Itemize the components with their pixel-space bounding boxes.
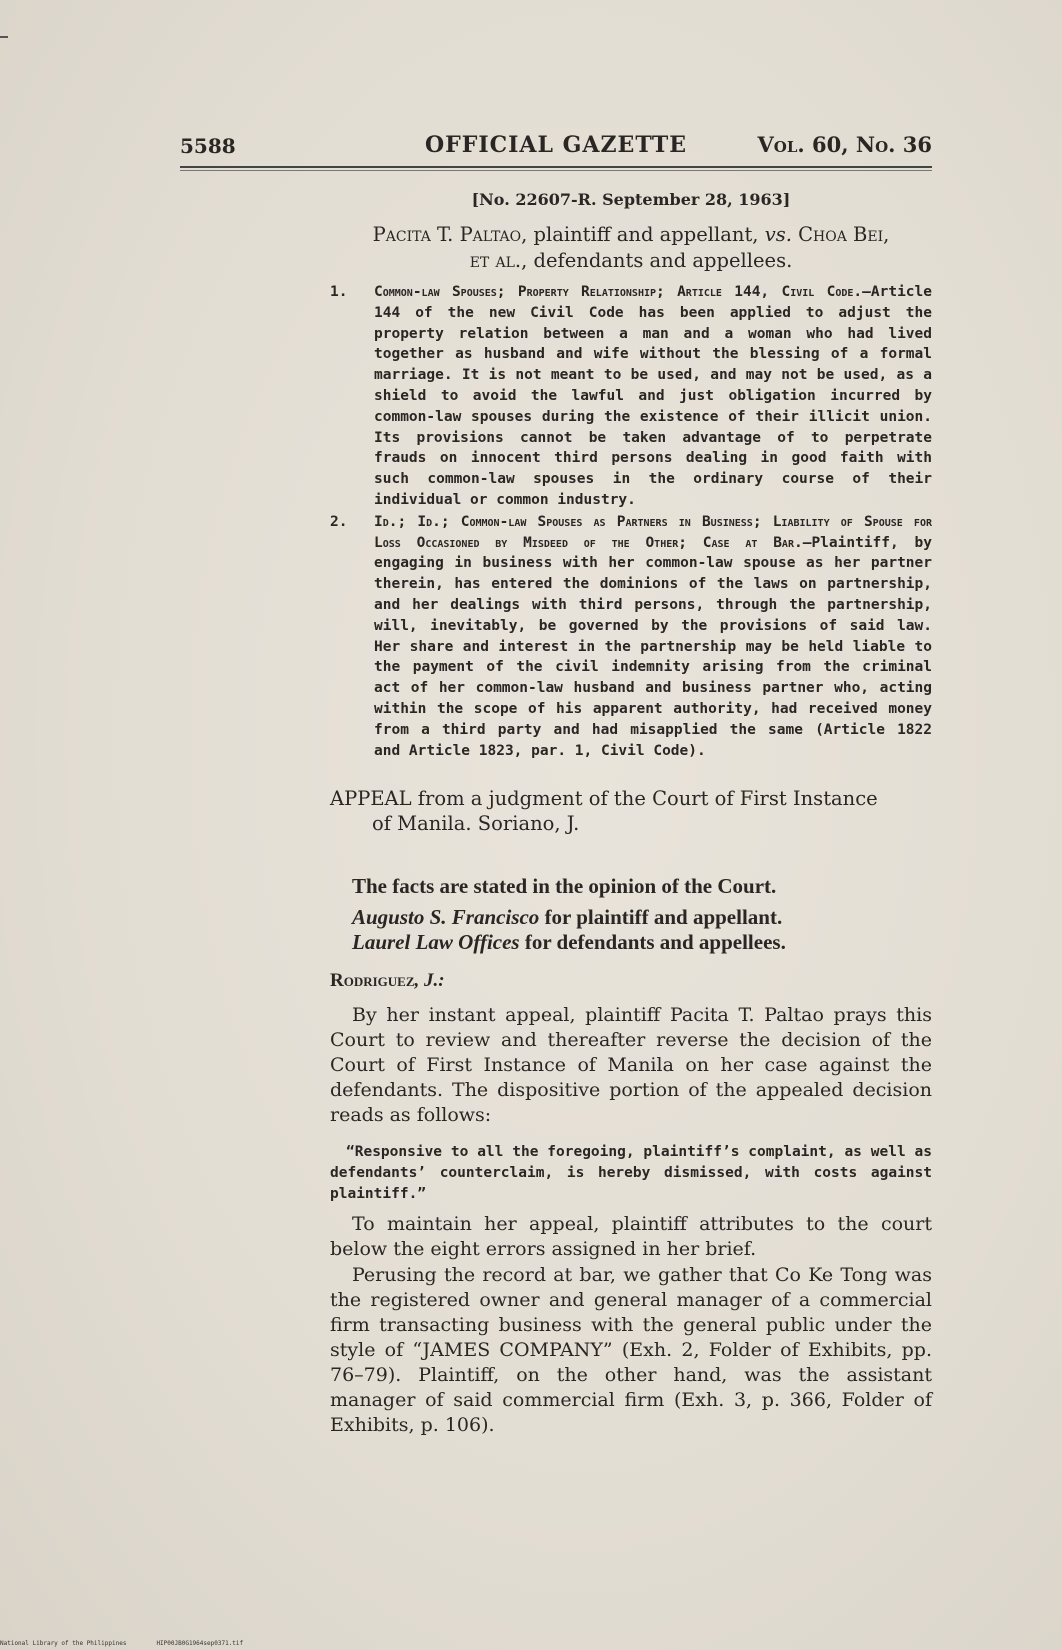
syllabus-heading: Common-law Spouses; Property Relationship; Article 144, Civil Code.: [374, 284, 863, 300]
counsel-name: Augusto S. Francisco: [352, 905, 540, 929]
volume-number: Vol. 60, No. 36: [757, 132, 932, 157]
case-title: [330, 222, 932, 274]
syllabus-item: [330, 512, 932, 762]
syllabus-item: [330, 282, 932, 511]
et-al: et al.: [469, 249, 522, 272]
file-identifier: HIP00JB0G1964sep0371.tif: [156, 1640, 244, 1647]
counsel-line: [352, 905, 932, 930]
ponente-name: Rodriguez: [330, 970, 415, 991]
library-credit: National Library of the Philippines: [0, 1640, 127, 1647]
counsel-line: [352, 930, 932, 955]
page-number: 5588: [180, 134, 236, 158]
syllabus-text: —Plaintiff, by engaging in business with her common-law spouse as her partner therein, has entered the dominions of the laws on partnership, and her dealings with third persons, through the partnership, will, inevitably, be governed by the provisions of said law. Her share and interest in the partnership may be held liable to the payment of the civil indemnity arising from the criminal act of her common-law husband and business partner who, acting within the scope of his apparent authority, had received money from a third party and had misapplied the same (Article 1822 and Article 1823, par. 1, Civil Code).: [374, 534, 932, 759]
header-rule-thin: [180, 170, 932, 171]
opinion-paragraph-2: To maintain her appeal, plaintiff attributes to the court below the eight errors assigned in her brief.: [330, 1213, 932, 1260]
syllabus-number: 2.: [330, 513, 348, 530]
versus: vs.: [764, 223, 792, 246]
syllabus: [330, 282, 932, 762]
plaintiff-name: Pacita T. Paltao: [372, 223, 522, 246]
defendant-name: Choa Bei,: [791, 223, 890, 246]
running-title: OFFICIAL GAZETTE: [424, 132, 688, 158]
appeal-line-1: APPEAL from a judgment of the Court of First Instance: [330, 787, 878, 810]
page-header: [180, 130, 932, 164]
defendant-role: , defendants and appellees.: [521, 249, 793, 272]
counsel-role: for plaintiff and appellant.: [539, 905, 783, 929]
opinion-paragraph-1: By her instant appeal, plaintiff Pacita T. Paltao prays this Court to review and thereafter reverse the decision of the Court of First Instance of Manila on her case against the defendants. The dispositive portion of the appealed decision reads as follows:: [330, 1004, 932, 1126]
scan-edge-mark: [0, 36, 8, 38]
appeal-statement: [330, 786, 932, 836]
opinion-paragraph-3: Perusing the record at bar, we gather that Co Ke Tong was the registered owner and general manager of a commercial firm transacting business with the general public under the style of “JAMES COMPANY” (Exh. 2, Folder of Exhibits, pp. 76–79). Plaintiff, on the other hand, was the assistant manager of said commercial firm (Exh. 3, p. 366, Folder of Exhibits, p. 106).: [330, 1264, 932, 1436]
counsel-name: Laurel Law Offices: [352, 930, 520, 954]
counsel-block: [352, 905, 932, 955]
scan-footer: [0, 1640, 273, 1647]
plaintiff-role: , plaintiff and appellant,: [521, 223, 765, 246]
syllabus-heading: Id.; Id.; Common-law Spouses as Partners in Business; Liability of Spouse for Loss Occasioned by Misdeed of the Other; Case at Bar.: [374, 513, 932, 551]
appeal-line-2: of Manila. Soriano, J.: [372, 812, 580, 835]
counsel-role: for defendants and appellees.: [519, 930, 786, 954]
syllabus-text: —Article 144 of the new Civil Code has been applied to adjust the property relation between a man and a woman who had lived together as husband and wife without the blessing of a formal marriage. It is not meant to be used, and may not be used, as a shield to avoid the lawful and just obligation incurred by common-law spouses during the existence of their illicit union. Its provisions cannot be taken advantage of to perpetrate frauds on innocent third persons dealing in good faith with such common-law spouses in the ordinary course of their individual or common industry.: [374, 284, 932, 508]
ponente-suffix: , J.:: [414, 970, 445, 991]
quoted-dispositive-portion: “Responsive to all the foregoing, plaintiff’s complaint, as well as defendants’ counterclaim, is hereby dismissed, with costs against plaintiff.”: [330, 1144, 932, 1202]
ponente: [330, 970, 445, 992]
docket-line: [No. 22607-R. September 28, 1963]: [471, 190, 791, 209]
syllabus-number: 1.: [330, 284, 348, 300]
facts-statement: The facts are stated in the opinion of the Court.: [352, 874, 777, 898]
header-rule: [180, 166, 932, 168]
